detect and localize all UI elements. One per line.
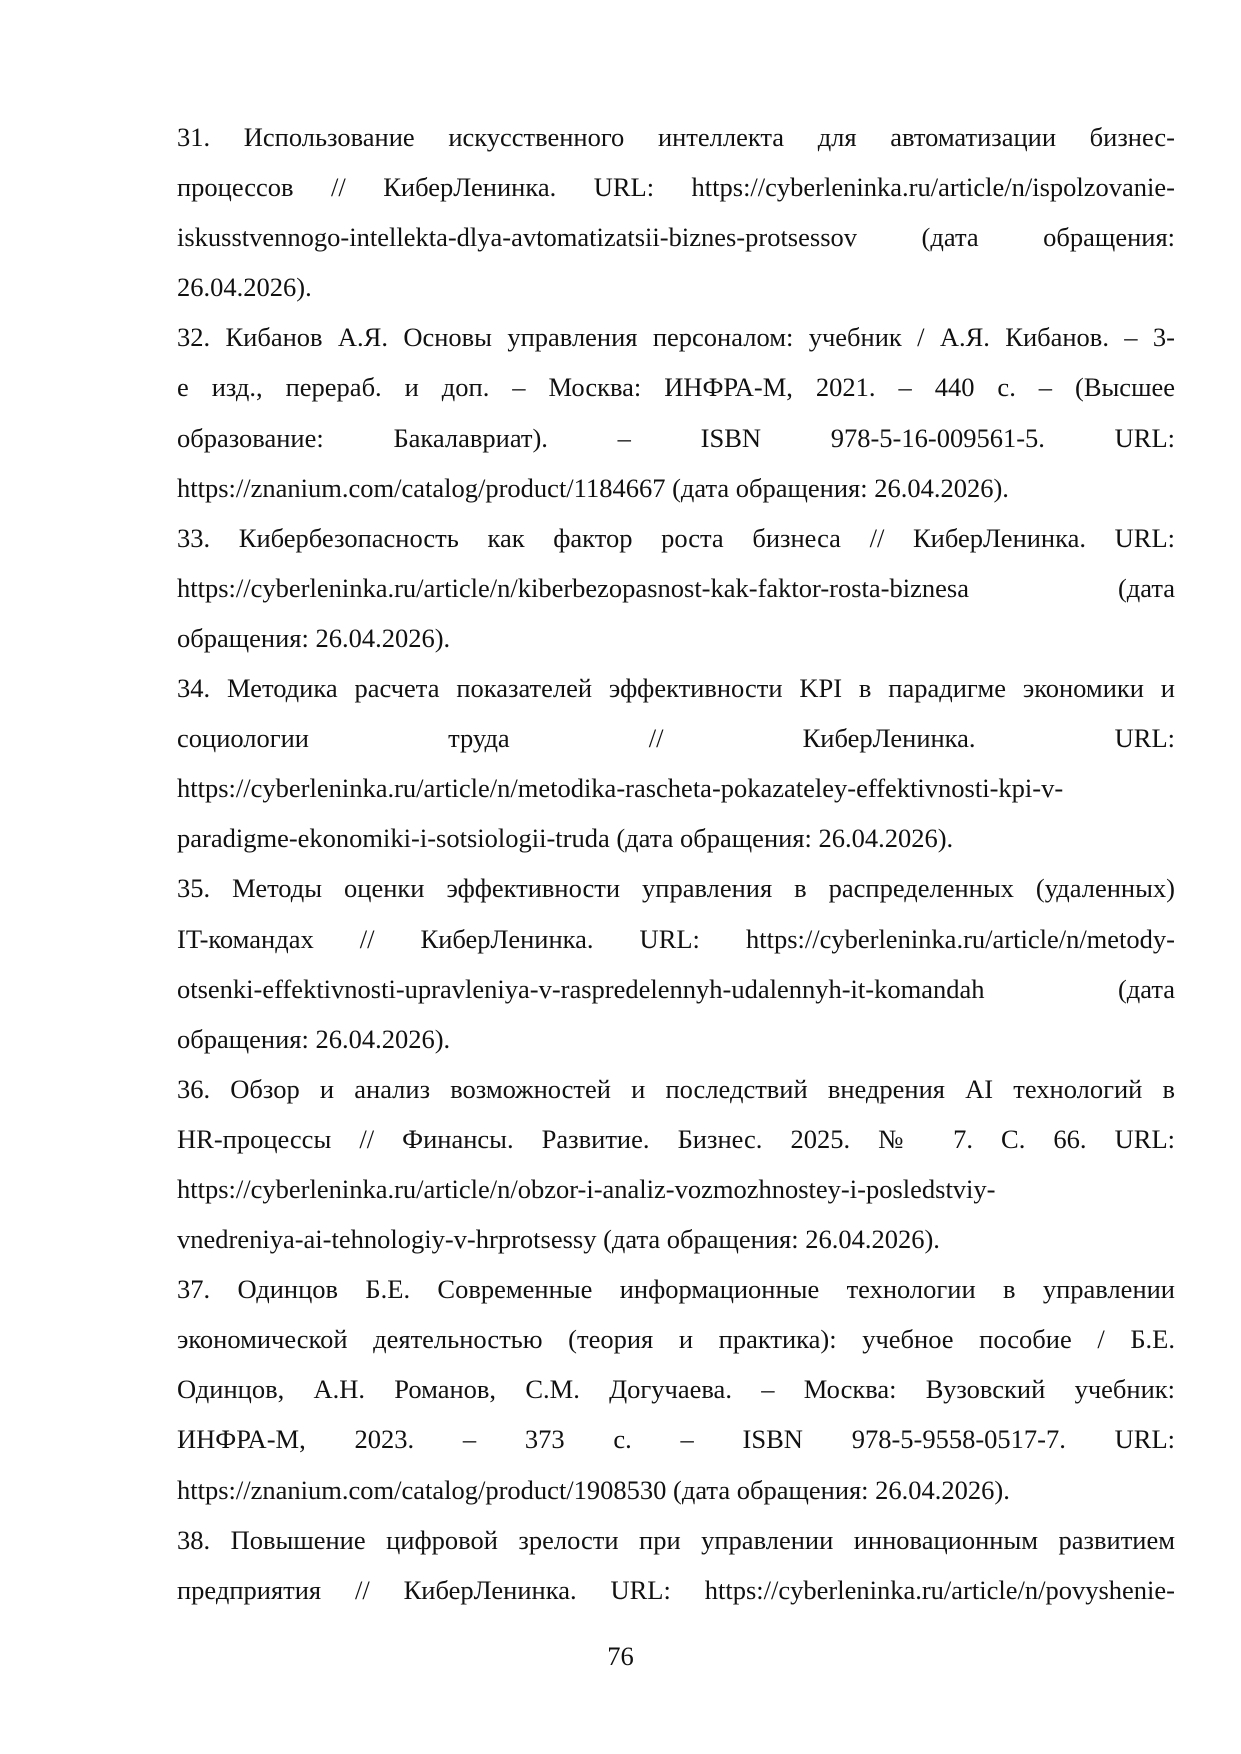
reference-line: https://znanium.com/catalog/product/1908530 (дата обращения: 26.04.2026). <box>177 1474 1010 1505</box>
reference-line: 31. Использование искусственного интеллекта для автоматизации бизнес- <box>177 122 1175 152</box>
reference-line: экономической деятельностью (теория и практика): учебное пособие / Б.Е. <box>177 1324 1175 1355</box>
reference-line: ИНФРА-М, 2023. – 373 с. – ISBN 978-5-9558-0517-7. URL: <box>177 1424 1175 1455</box>
reference-34 <box>177 663 1175 863</box>
reference-line: https://cyberleninka.ru/article/n/kiberbezopasnost-kak-faktor-rosta-biznesa (дата <box>177 572 1175 603</box>
reference-line: 33. Кибербезопасность как фактор роста бизнеса // КиберЛенинка. URL: <box>177 522 1175 553</box>
reference-line: предприятия // КиберЛенинка. URL: https://cyberleninka.ru/article/n/povyshenie- <box>177 1574 1175 1605</box>
reference-line: обращения: 26.04.2026). <box>177 622 451 653</box>
page-number: 76 <box>607 1641 634 1671</box>
reference-line: https://cyberleninka.ru/article/n/obzor-i-analiz-vozmozhnostey-i-posledstviy- <box>177 1173 996 1204</box>
reference-37 <box>177 1264 1175 1514</box>
reference-line: vnedreniya-ai-tehnologiy-v-hrprotsessy (дата обращения: 26.04.2026). <box>177 1224 940 1255</box>
reference-line: 35. Методы оценки эффективности управления в распределенных (удаленных) <box>177 873 1175 904</box>
reference-line: Одинцов, А.Н. Романов, С.М. Догучаева. – Москва: Вузовский учебник: <box>177 1374 1175 1405</box>
reference-line: 36. Обзор и анализ возможностей и последствий внедрения AI технологий в <box>177 1073 1175 1104</box>
reference-32 <box>177 312 1175 512</box>
reference-line: 32. Кибанов А.Я. Основы управления персоналом: учебник / А.Я. Кибанов. – 3- <box>177 322 1175 353</box>
bibliography-list <box>177 112 1175 1615</box>
reference-31 <box>177 112 1175 312</box>
reference-33 <box>177 513 1175 663</box>
reference-line: https://cyberleninka.ru/article/n/metodika-rascheta-pokazateley-effektivnosti-kpi-v- <box>177 773 1064 804</box>
reference-36 <box>177 1064 1175 1264</box>
reference-line: процессов // КиберЛенинка. URL: https://cyberleninka.ru/article/n/ispolzovanie- <box>177 172 1175 203</box>
reference-line: paradigme-ekonomiki-i-sotsiologii-truda (дата обращения: 26.04.2026). <box>177 823 954 854</box>
reference-line: 26.04.2026). <box>177 272 312 303</box>
reference-line: iskusstvennogo-intellekta-dlya-avtomatizatsii-biznes-protsessov (дата обращения: <box>177 222 1175 253</box>
reference-38 <box>177 1515 1175 1615</box>
reference-35 <box>177 863 1175 1063</box>
reference-line: IT-командах // КиберЛенинка. URL: https://cyberleninka.ru/article/n/metody- <box>177 923 1175 954</box>
reference-line: otsenki-effektivnosti-upravleniya-v-raspredelennyh-udalennyh-it-komandah (дата <box>177 973 1175 1004</box>
reference-line: 37. Одинцов Б.Е. Современные информационные технологии в управлении <box>177 1274 1175 1305</box>
reference-line: 38. Повышение цифровой зрелости при управлении инновационным развитием <box>177 1524 1175 1555</box>
reference-line: образование: Бакалавриат). – ISBN 978-5-16-009561-5. URL: <box>177 422 1175 453</box>
reference-line: 34. Методика расчета показателей эффективности KPI в парадигме экономики и <box>177 673 1175 704</box>
reference-line: е изд., перераб. и доп. – Москва: ИНФРА-М, 2021. – 440 с. – (Высшее <box>177 372 1175 403</box>
reference-line: обращения: 26.04.2026). <box>177 1023 451 1054</box>
reference-line: HR-процессы // Финансы. Развитие. Бизнес. 2025. № 7. С. 66. URL: <box>177 1123 1175 1154</box>
reference-line: социологии труда // КиберЛенинка. URL: <box>177 723 1175 754</box>
reference-line: https://znanium.com/catalog/product/1184667 (дата обращения: 26.04.2026). <box>177 472 1009 503</box>
